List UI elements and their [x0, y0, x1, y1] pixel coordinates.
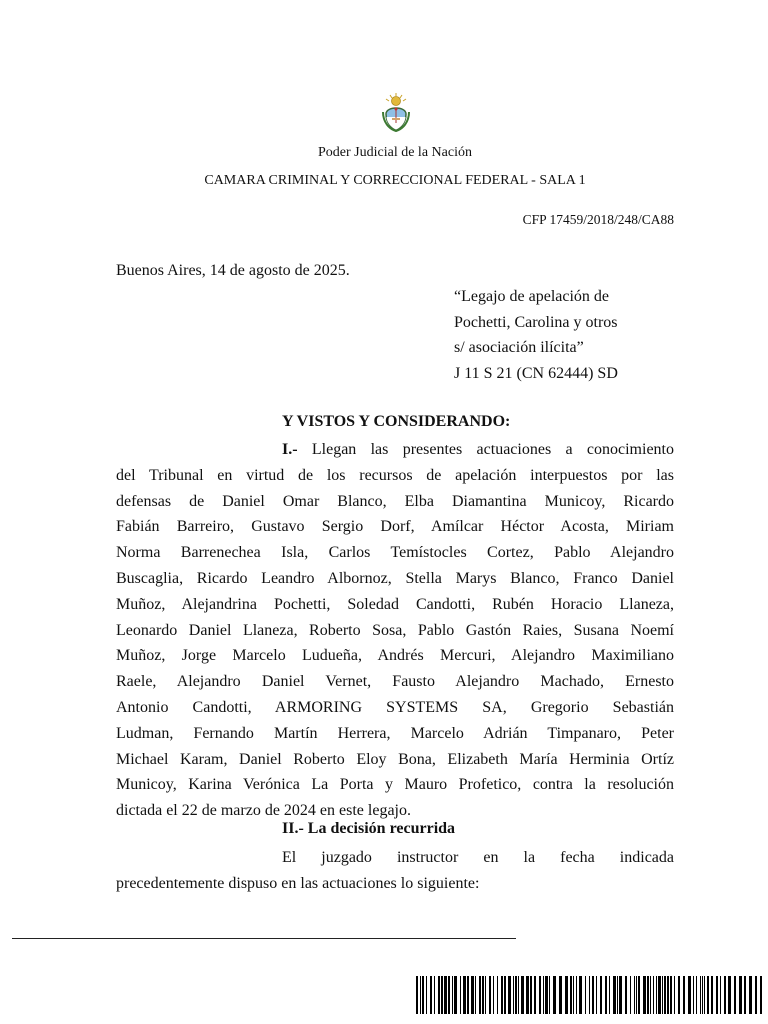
barcode-bar [482, 976, 484, 1014]
barcode-bar [460, 976, 461, 1014]
barcode-bar [656, 976, 657, 1014]
barcode-bar [696, 976, 697, 1014]
paragraph-text: El juzgado instructor en la fecha indicada [282, 849, 674, 866]
barcode-bar [720, 976, 721, 1014]
section-2-paragraph [116, 845, 674, 897]
section-2-title: II.- La decisión recurrida [282, 820, 456, 837]
barcode-bar [609, 976, 610, 1014]
barcode-bar [670, 976, 672, 1014]
paragraph-line: defensas de Daniel Omar Blanco, Elba Diamantina Municoy, Ricardo [116, 492, 674, 510]
barcode-bar [749, 976, 752, 1014]
paragraph-text: Llegan las presentes actuaciones a conocimiento [297, 441, 674, 458]
barcode-bar [479, 976, 481, 1014]
barcode-bar [426, 976, 427, 1014]
paragraph-line: Fabián Barreiro, Gustavo Sergio Dorf, Amílcar Héctor Acosta, Miriam [116, 518, 674, 536]
barcode-bar [579, 976, 582, 1014]
barcode-bar [619, 976, 622, 1014]
barcode-bar [553, 976, 556, 1014]
barcode-bar [596, 976, 597, 1014]
barcode-bar [489, 976, 491, 1014]
barcode-bar [444, 976, 447, 1014]
paragraph-line: Municoy, Karina Verónica La Porta y Mauro Profetico, contra la resolución [116, 776, 674, 794]
paragraph-line: Muñoz, Alejandrina Pochetti, Soledad Candotti, Rubén Horacio Llaneza, [116, 595, 674, 613]
barcode-bar [513, 976, 514, 1014]
barcode-bar [707, 976, 709, 1014]
barcode-bar [422, 976, 424, 1014]
barcode-bar [539, 976, 541, 1014]
barcode-bar [508, 976, 511, 1014]
barcode-bar [658, 976, 661, 1014]
barcode-bar [515, 976, 517, 1014]
paragraph-line: Leonardo Daniel Llaneza, Roberto Sosa, Pablo Gastón Raies, Susana Noemí [116, 621, 674, 639]
barcode-bar [565, 976, 568, 1014]
barcode-bar [683, 976, 685, 1014]
barcode-bar [441, 976, 443, 1014]
barcode-bar [755, 976, 757, 1014]
barcode-bar [728, 976, 731, 1014]
barcode-bar [559, 976, 562, 1014]
barcode-bar [625, 976, 627, 1014]
footer-rule [12, 938, 516, 939]
barcode-bar [643, 976, 646, 1014]
barcode-bar [573, 976, 574, 1014]
barcode-bar [534, 976, 536, 1014]
paragraph-line: Muñoz, Jorge Marcelo Ludueña, Andrés Mercuri, Alejandro Maximiliano [116, 647, 674, 665]
chamber-name: CAMARA CRIMINAL Y CORRECCIONAL FEDERAL - SALA 1 [204, 173, 586, 188]
paragraph-line: del Tribunal en virtud de los recursos de apelación interpuestos por las [116, 466, 674, 484]
barcode-bar [504, 976, 506, 1014]
paragraph-line: dictada el 22 de marzo de 2024 en este legajo. [116, 802, 411, 820]
caption-line: s/ asociación ilícita” [454, 339, 584, 356]
barcode [416, 976, 764, 1014]
barcode-bar [493, 976, 494, 1014]
paragraph-line: Norma Barrenechea Isla, Carlos Temístocles Cortez, Pablo Alejandro [116, 544, 674, 562]
barcode-bar [711, 976, 713, 1014]
barcode-bar [605, 976, 607, 1014]
barcode-bar [664, 976, 666, 1014]
barcode-bar [471, 976, 474, 1014]
barcode-bar [700, 976, 701, 1014]
barcode-bar [521, 976, 524, 1014]
barcode-bar [545, 976, 548, 1014]
paragraph-line: Antonio Candotti, ARMORING SYSTEMS SA, Gregorio Sebastián [116, 698, 674, 716]
barcode-bar [585, 976, 586, 1014]
paragraph-line: Buscaglia, Ricardo Leandro Albornoz, Stella Marys Blanco, Franco Daniel [116, 569, 674, 587]
barcode-bar [518, 976, 519, 1014]
barcode-bar [693, 976, 694, 1014]
barcode-bar [734, 976, 736, 1014]
barcode-bar [716, 976, 718, 1014]
barcode-bar [420, 976, 421, 1014]
date-line: Buenos Aires, 14 de agosto de 2025. [116, 262, 350, 279]
paragraph-line [116, 845, 674, 871]
case-number: CFP 17459/2018/248/CA88 [522, 212, 674, 227]
paragraph-line: Michael Karam, Daniel Roberto Eloy Bona, Elizabeth María Herminia Ortíz [116, 750, 674, 768]
case-caption [454, 284, 618, 386]
court-name: Poder Judicial de la Nación [318, 145, 472, 160]
caption-line: “Legajo de apelación de [454, 288, 610, 305]
barcode-bar [667, 976, 669, 1014]
barcode-bar [688, 976, 691, 1014]
barcode-bar [674, 976, 675, 1014]
barcode-bar [530, 976, 532, 1014]
argentina-coat-of-arms-icon [381, 92, 411, 132]
barcode-bar [438, 976, 440, 1014]
caption-line: J 11 S 21 (CN 62444) SD [454, 364, 618, 382]
barcode-bar [543, 976, 544, 1014]
section-heading: Y VISTOS Y CONSIDERANDO: [282, 413, 511, 430]
barcode-bar [576, 976, 577, 1014]
barcode-bar [570, 976, 572, 1014]
barcode-bar [724, 976, 726, 1014]
barcode-bar [630, 976, 631, 1014]
barcode-bar [662, 976, 663, 1014]
barcode-bar [448, 976, 450, 1014]
section-1-label: I.- [282, 441, 298, 458]
barcode-bar [430, 976, 432, 1014]
barcode-bar [739, 976, 742, 1014]
barcode-bar [526, 976, 529, 1014]
barcode-bar [592, 976, 594, 1014]
barcode-bar [549, 976, 550, 1014]
barcode-bar [475, 976, 476, 1014]
paragraph-line: Ludman, Fernando Martín Herrera, Marcelo Adrián Timpanaro, Peter [116, 724, 674, 742]
barcode-bar [760, 976, 762, 1014]
barcode-bar [613, 976, 616, 1014]
barcode-bar [501, 976, 503, 1014]
barcode-bar [600, 976, 602, 1014]
barcode-bar [416, 976, 418, 1014]
caption-line: Pochetti, Carolina y otros [454, 313, 618, 331]
barcode-bar [678, 976, 680, 1014]
barcode-bar [485, 976, 486, 1014]
barcode-bar [647, 976, 649, 1014]
barcode-bar [454, 976, 457, 1014]
barcode-bar [638, 976, 640, 1014]
section-1-paragraph [116, 437, 674, 824]
barcode-bar [650, 976, 651, 1014]
barcode-bar [497, 976, 498, 1014]
barcode-bar [634, 976, 635, 1014]
paragraph-line: Raele, Alejandro Daniel Vernet, Fausto Alejandro Machado, Ernesto [116, 673, 674, 691]
paragraph-line: precedentemente dispuso en las actuaciones lo siguiente: [116, 874, 480, 892]
barcode-bar [434, 976, 435, 1014]
barcode-bar [463, 976, 466, 1014]
barcode-bar [636, 976, 637, 1014]
barcode-bar [467, 976, 469, 1014]
paragraph-line [116, 437, 674, 463]
barcode-bar [653, 976, 654, 1014]
barcode-bar [744, 976, 746, 1014]
barcode-bar [704, 976, 705, 1014]
barcode-bar [452, 976, 453, 1014]
barcode-bar [589, 976, 590, 1014]
barcode-bar [617, 976, 618, 1014]
barcode-bar [702, 976, 703, 1014]
